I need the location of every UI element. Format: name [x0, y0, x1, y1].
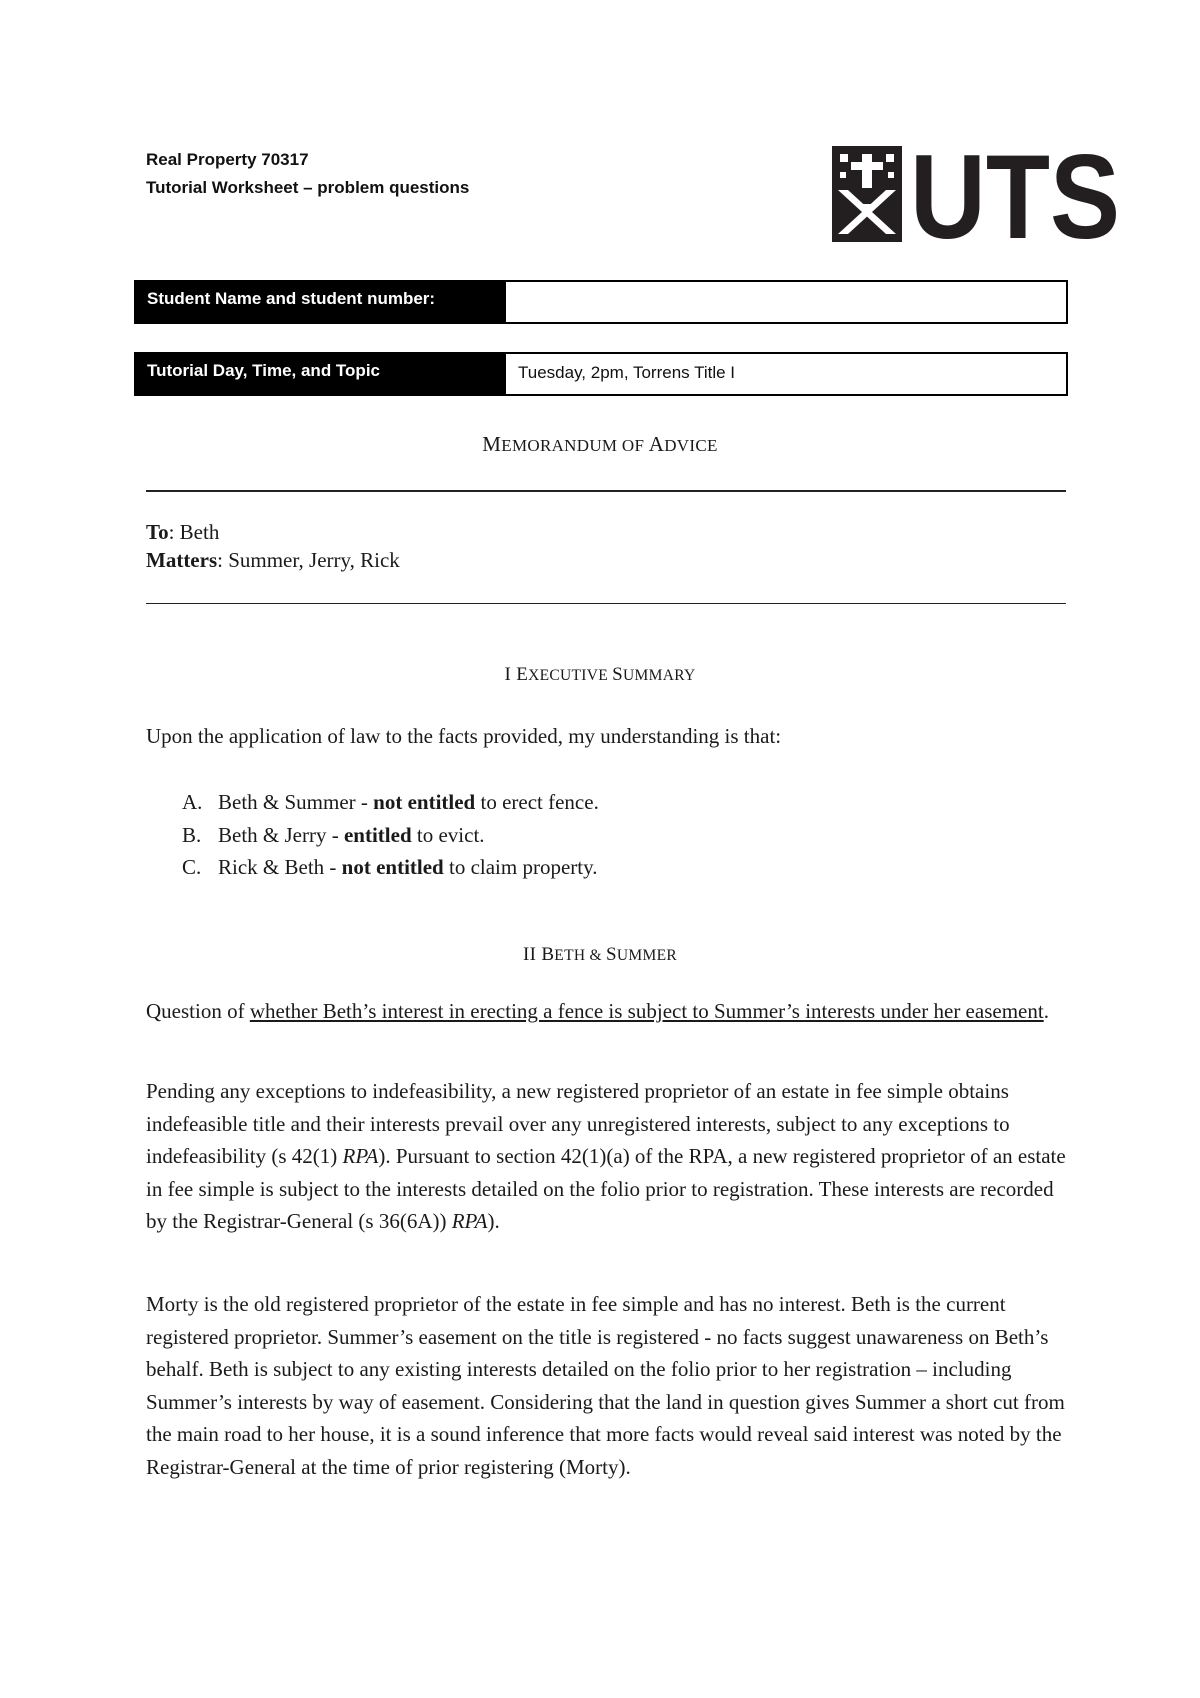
matters-value: : Summer, Jerry, Rick — [217, 548, 400, 572]
addressee-block — [146, 518, 400, 574]
list-item — [182, 851, 599, 884]
sec1-cap-e: E — [516, 664, 529, 685]
list-item-text: to erect fence. — [475, 790, 599, 814]
p1-text-c: ). — [487, 1209, 500, 1233]
sec2-cap-b: B — [541, 944, 555, 965]
section-heading-executive-summary — [0, 664, 1200, 686]
question-suffix: . — [1043, 999, 1049, 1023]
memo-title-part1: EMORANDUM OF — [501, 436, 649, 455]
uts-wordmark: UTS — [910, 130, 1120, 264]
tutorial-info-row — [134, 352, 1068, 396]
list-item-bold: not entitled — [373, 790, 476, 814]
list-item-text: to evict. — [411, 822, 485, 847]
sec2-num: II — [523, 944, 542, 965]
summary-list — [182, 786, 599, 884]
course-title: Real Property 70317 — [146, 150, 309, 169]
to-label: To — [146, 520, 169, 544]
question-underlined: whether Beth’s interest in erecting a fence is subject to Summer’s interests under her easement — [249, 999, 1044, 1023]
sec2-part1: ETH & — [554, 947, 607, 964]
tutorial-value-field[interactable]: Tuesday, 2pm, Torrens Title I — [506, 352, 1068, 396]
question-paragraph — [146, 995, 1076, 1028]
document-header — [146, 146, 469, 202]
list-item-text: Beth & Jerry - — [218, 822, 344, 847]
p1-rpa-2: RPA — [451, 1209, 488, 1233]
sec2-part2: UMMER — [616, 947, 677, 964]
question-prefix: Question of — [146, 999, 250, 1023]
sec2-cap-s: S — [606, 944, 617, 965]
memo-title — [0, 432, 1200, 457]
to-line — [146, 518, 400, 546]
student-value-field[interactable] — [506, 280, 1068, 324]
list-marker: C. — [182, 855, 202, 879]
list-item — [182, 819, 599, 852]
list-marker: A. — [182, 790, 203, 814]
to-value: : Beth — [168, 520, 220, 544]
list-item-text: Rick & Beth - — [218, 855, 342, 879]
list-item-bold: entitled — [343, 822, 412, 847]
section-heading-beth-summer — [0, 944, 1200, 966]
matters-line — [146, 546, 400, 574]
sec1-cap-s: S — [612, 664, 624, 685]
list-item — [182, 786, 599, 819]
memo-title-cap-a: A — [648, 432, 665, 456]
student-info-row — [134, 280, 1068, 324]
summary-intro: Upon the application of law to the facts provided, my understanding is that: — [146, 724, 782, 748]
paragraph-morty: Morty is the old registered proprietor of the estate in fee simple and has no interest. Beth is the current registered proprietor. Summer’s easement on the title is registered - no facts suggest unawareness on Beth’s behalf. Beth is subject to any existing interests detailed on the folio prior to her registration – including Summer’s interests by way of easement. Considering that the land in question gives Summer a short cut from the main road to her house, it is a sound inference that more facts would reveal said interest was noted by the Registrar-General at the time of prior registering (Morty). — [146, 1292, 1065, 1479]
memo-title-cap-m: M — [482, 432, 502, 456]
list-item-text: Beth & Summer - — [218, 790, 374, 814]
student-label: Student Name and student number: — [134, 280, 506, 324]
divider-bottom — [146, 603, 1066, 604]
p1-text-b: ). Pursuant to section 42(1)(a) of the RPA, a new registered proprietor of an estate in fee simple is subject to the interests detailed on the folio prior to registration. These interests are recorded by the Registrar-General (s 36(6A)) — [146, 1144, 1066, 1233]
uts-logo — [832, 130, 1122, 264]
memo-title-part2: DVICE — [664, 436, 718, 455]
p1-rpa-1: RPA — [342, 1144, 379, 1168]
matters-label: Matters — [146, 548, 218, 572]
list-item-bold: not entitled — [341, 855, 444, 879]
list-item-text: to claim property. — [443, 855, 598, 879]
p1-text-a: Pending any exceptions to indefeasibility, a new registered proprietor of an estate in fee simple obtains indefeasible title and their interests prevail over any unregistered interests, subject to any exceptions to indefeasibility (s 42(1) — [146, 1079, 1010, 1168]
worksheet-title: Tutorial Worksheet – problem questions — [146, 178, 470, 197]
sec1-part1: XECUTIVE — [528, 667, 613, 684]
tutorial-label: Tutorial Day, Time, and Topic — [134, 352, 506, 396]
paragraph-indefeasibility — [146, 1075, 1076, 1238]
divider-top — [146, 490, 1066, 492]
uts-crest-icon — [832, 146, 902, 242]
list-marker: B. — [182, 822, 202, 847]
sec1-part2: UMMARY — [623, 667, 696, 684]
sec1-num: I — [504, 664, 517, 685]
